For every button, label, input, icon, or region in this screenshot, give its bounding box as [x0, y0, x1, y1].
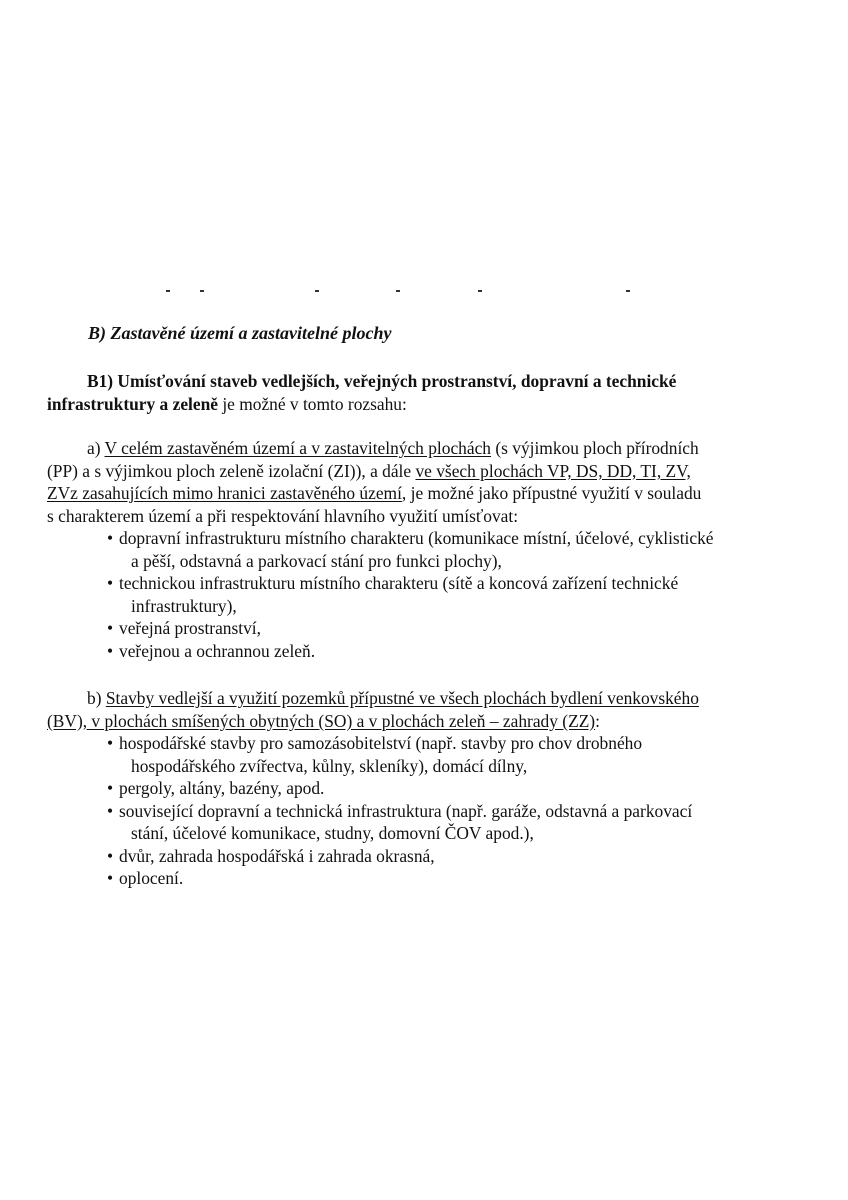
list-item [107, 800, 802, 845]
list-item-continuation: stání, účelové komunikace, studny, domovní ČOV apod.), [131, 823, 534, 843]
section-heading: B) Zastavěné území a zastavitelné plochy [88, 323, 392, 343]
list-item-text: • dvůr, zahrada hospodářská i zahrada okrasná, [119, 845, 435, 866]
list-item [107, 640, 802, 663]
list-item-text: • oplocení. [119, 868, 184, 888]
paragraph-b-line1 [47, 687, 802, 710]
list-item [107, 845, 802, 868]
list-item-text: • veřejná prostranství, [119, 618, 261, 638]
list-item-text: • související dopravní a technická infrastruktura (např. garáže, odstavná a parkovací [119, 800, 693, 821]
dot-mark [200, 290, 204, 292]
paragraph-a-line3-rest: , je možné jako přípustné využití v souladu [401, 483, 702, 503]
paragraph-b-underlined-2: (BV), v plochách smíšených obytných (SO) a v plochách zeleň – zahrady (ZZ) [47, 710, 596, 731]
paragraph-b [47, 687, 802, 890]
b1-bold-text: infrastruktury a zeleně [47, 393, 218, 414]
list-item [107, 527, 802, 572]
dot-mark [478, 290, 482, 292]
list-item-text: • dopravní infrastrukturu místního charakteru (komunikace místní, účelové, cyklistické [119, 528, 714, 548]
paragraph-a-line4: s charakterem území a při respektování hlavního využití umísťovat: [47, 505, 519, 526]
list-item-continuation: infrastruktury), [131, 595, 237, 616]
paragraph-a-line3 [47, 482, 802, 505]
paragraph-b-underlined-1: Stavby vedlejší a využití pozemků přípustné ve všech plochách bydlení venkovského [105, 688, 699, 708]
list-item [107, 777, 802, 800]
list-item-text: • pergoly, altány, bazény, apod. [119, 778, 325, 798]
dot-mark [396, 290, 400, 292]
b1-paragraph [47, 370, 797, 415]
paragraph-b-line2-rest: : [595, 710, 600, 731]
paragraph-a-line2-plain: (PP) a s výjimkou ploch zeleně izolační (ZI)), a dále [47, 460, 416, 481]
b1-plain-text: je možné v tomto rozsahu: [217, 393, 407, 414]
paragraph-a-list [47, 527, 802, 662]
paragraph-a-underlined-1: V celém zastavěném území a v zastavitelných plochách [104, 438, 491, 458]
list-item [107, 867, 802, 890]
dot-mark [626, 290, 630, 292]
scan-artifact-dots [160, 290, 640, 298]
dot-mark [166, 290, 170, 292]
paragraph-b-prefix: b) [87, 688, 106, 708]
list-item [107, 617, 802, 640]
list-item [107, 572, 802, 617]
list-item-text: • technickou infrastrukturu místního charakteru (sítě a koncová zařízení technické [119, 573, 679, 593]
dot-mark [315, 290, 319, 292]
paragraph-b-list [47, 732, 802, 890]
list-item-text: • veřejnou a ochrannou zeleň. [119, 640, 316, 661]
list-item [107, 732, 802, 777]
list-item-continuation: hospodářského zvířectva, kůlny, skleníky), domácí dílny, [131, 755, 528, 776]
paragraph-b-line2 [47, 710, 802, 733]
paragraph-a-line1 [47, 437, 802, 460]
b1-heading-line1: B1) Umísťování staveb vedlejších, veřejných prostranství, dopravní a technické [87, 371, 677, 391]
paragraph-a-text-1: (s výjimkou ploch přírodních [491, 438, 699, 458]
paragraph-a [47, 437, 802, 662]
paragraph-a-line2 [47, 460, 802, 483]
paragraph-a-prefix: a) [87, 438, 105, 458]
paragraph-a-underlined-2a: ve všech plochách VP, DS, DD, TI, ZV, [415, 460, 691, 481]
paragraph-a-underlined-2b: ZVz zasahujících mimo hranici zastavěného území [47, 483, 402, 503]
list-item-continuation: a pěší, odstavná a parkovací stání pro funkci plochy), [131, 550, 502, 571]
b1-heading-line2 [47, 393, 797, 416]
list-item-text: • hospodářské stavby pro samozásobitelství (např. stavby pro chov drobného [119, 733, 643, 753]
